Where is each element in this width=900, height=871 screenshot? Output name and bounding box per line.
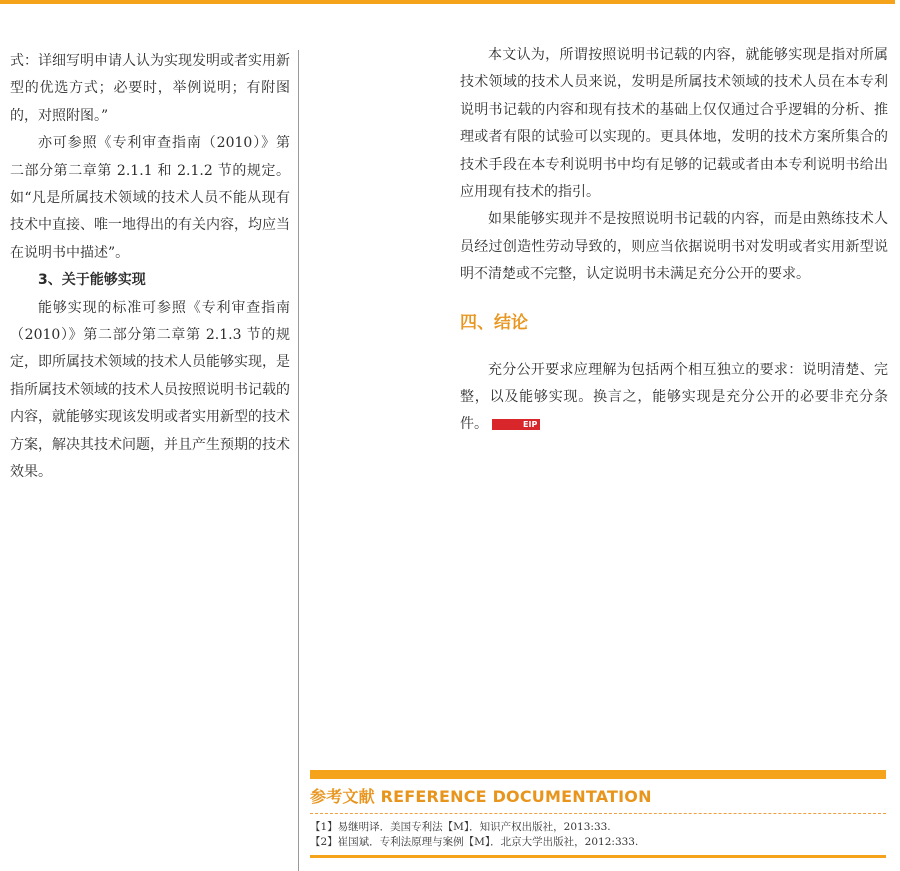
left-paragraph-2: 亦可参照《专利审查指南（2010）》第二部分第二章第 2.1.1 和 2.1.2 节的规定。如“凡是所属技术领域的技术人员不能从现有技术中直接、唯一地得出的有关内容，均应当在说明书中描述”。 [10, 135, 290, 261]
reference-item-2: 【2】崔国斌．专利法原理与案例【M】．北京大学出版社，2012:333. [310, 836, 639, 848]
eip-end-mark-icon: EIP [492, 419, 540, 430]
conclusion-paragraph [460, 357, 888, 439]
left-column [10, 48, 290, 487]
conclusion-text: 充分公开要求应理解为包括两个相互独立的要求：说明清楚、完整，以及能够实现。换言之，能够实现是充分公开的必要非充分条件。 [460, 361, 888, 433]
right-paragraph-2: 如果能够实现并不是按照说明书记载的内容，而是由熟练技术人员经过创造性劳动导致的，则应当依据说明书对发明或者实用新型说明不清楚或不完整，认定说明书未满足充分公开的要求。 [460, 211, 888, 283]
references-list [310, 820, 886, 850]
reference-item-1: 【1】易继明译．美国专利法【M】．知识产权出版社，2013:33. [310, 821, 611, 833]
left-paragraph-3: 能够实现的标准可参照《专利审查指南（2010）》第二部分第二章第 2.1.3 节的规定，即所属技术领域的技术人员能够实现，是指所属技术领域的技术人员按照说明书记载的内容，就能够实现该发明或者实用新型的技术方案，解决其技术问题，并且产生预期的技术效果。 [10, 299, 290, 481]
column-divider [298, 50, 299, 871]
right-paragraph-1: 本文认为，所谓按照说明书记载的内容，就能够实现是指对所属技术领域的技术人员来说，发明是所属技术领域的技术人员在本专利说明书记载的内容和现有技术的基础上仅仅通过合乎逻辑的分析、推理或者有限的试验可以实现的。更具体地，发明的技术方案所集合的技术手段在本专利说明书中均有足够的记载或者由本专利说明书给出应用现有技术的指引。 [460, 47, 888, 201]
subheading-enablement: 3、关于能够实现 [38, 272, 146, 289]
section-heading-conclusion: 四、结论 [460, 312, 528, 333]
references-box [310, 770, 886, 858]
left-paragraph-1: 式：详细写明申请人认为实现发明或者实用新型的优选方式；必要时，举例说明；有附图的，对照附图。” [10, 53, 290, 124]
references-title: 参考文献 REFERENCE DOCUMENTATION [310, 787, 652, 806]
references-top-bar [310, 770, 886, 779]
references-bottom-bar [310, 855, 886, 858]
top-accent-rule [0, 0, 895, 4]
right-column [460, 42, 888, 439]
references-dashed-divider [310, 813, 886, 814]
